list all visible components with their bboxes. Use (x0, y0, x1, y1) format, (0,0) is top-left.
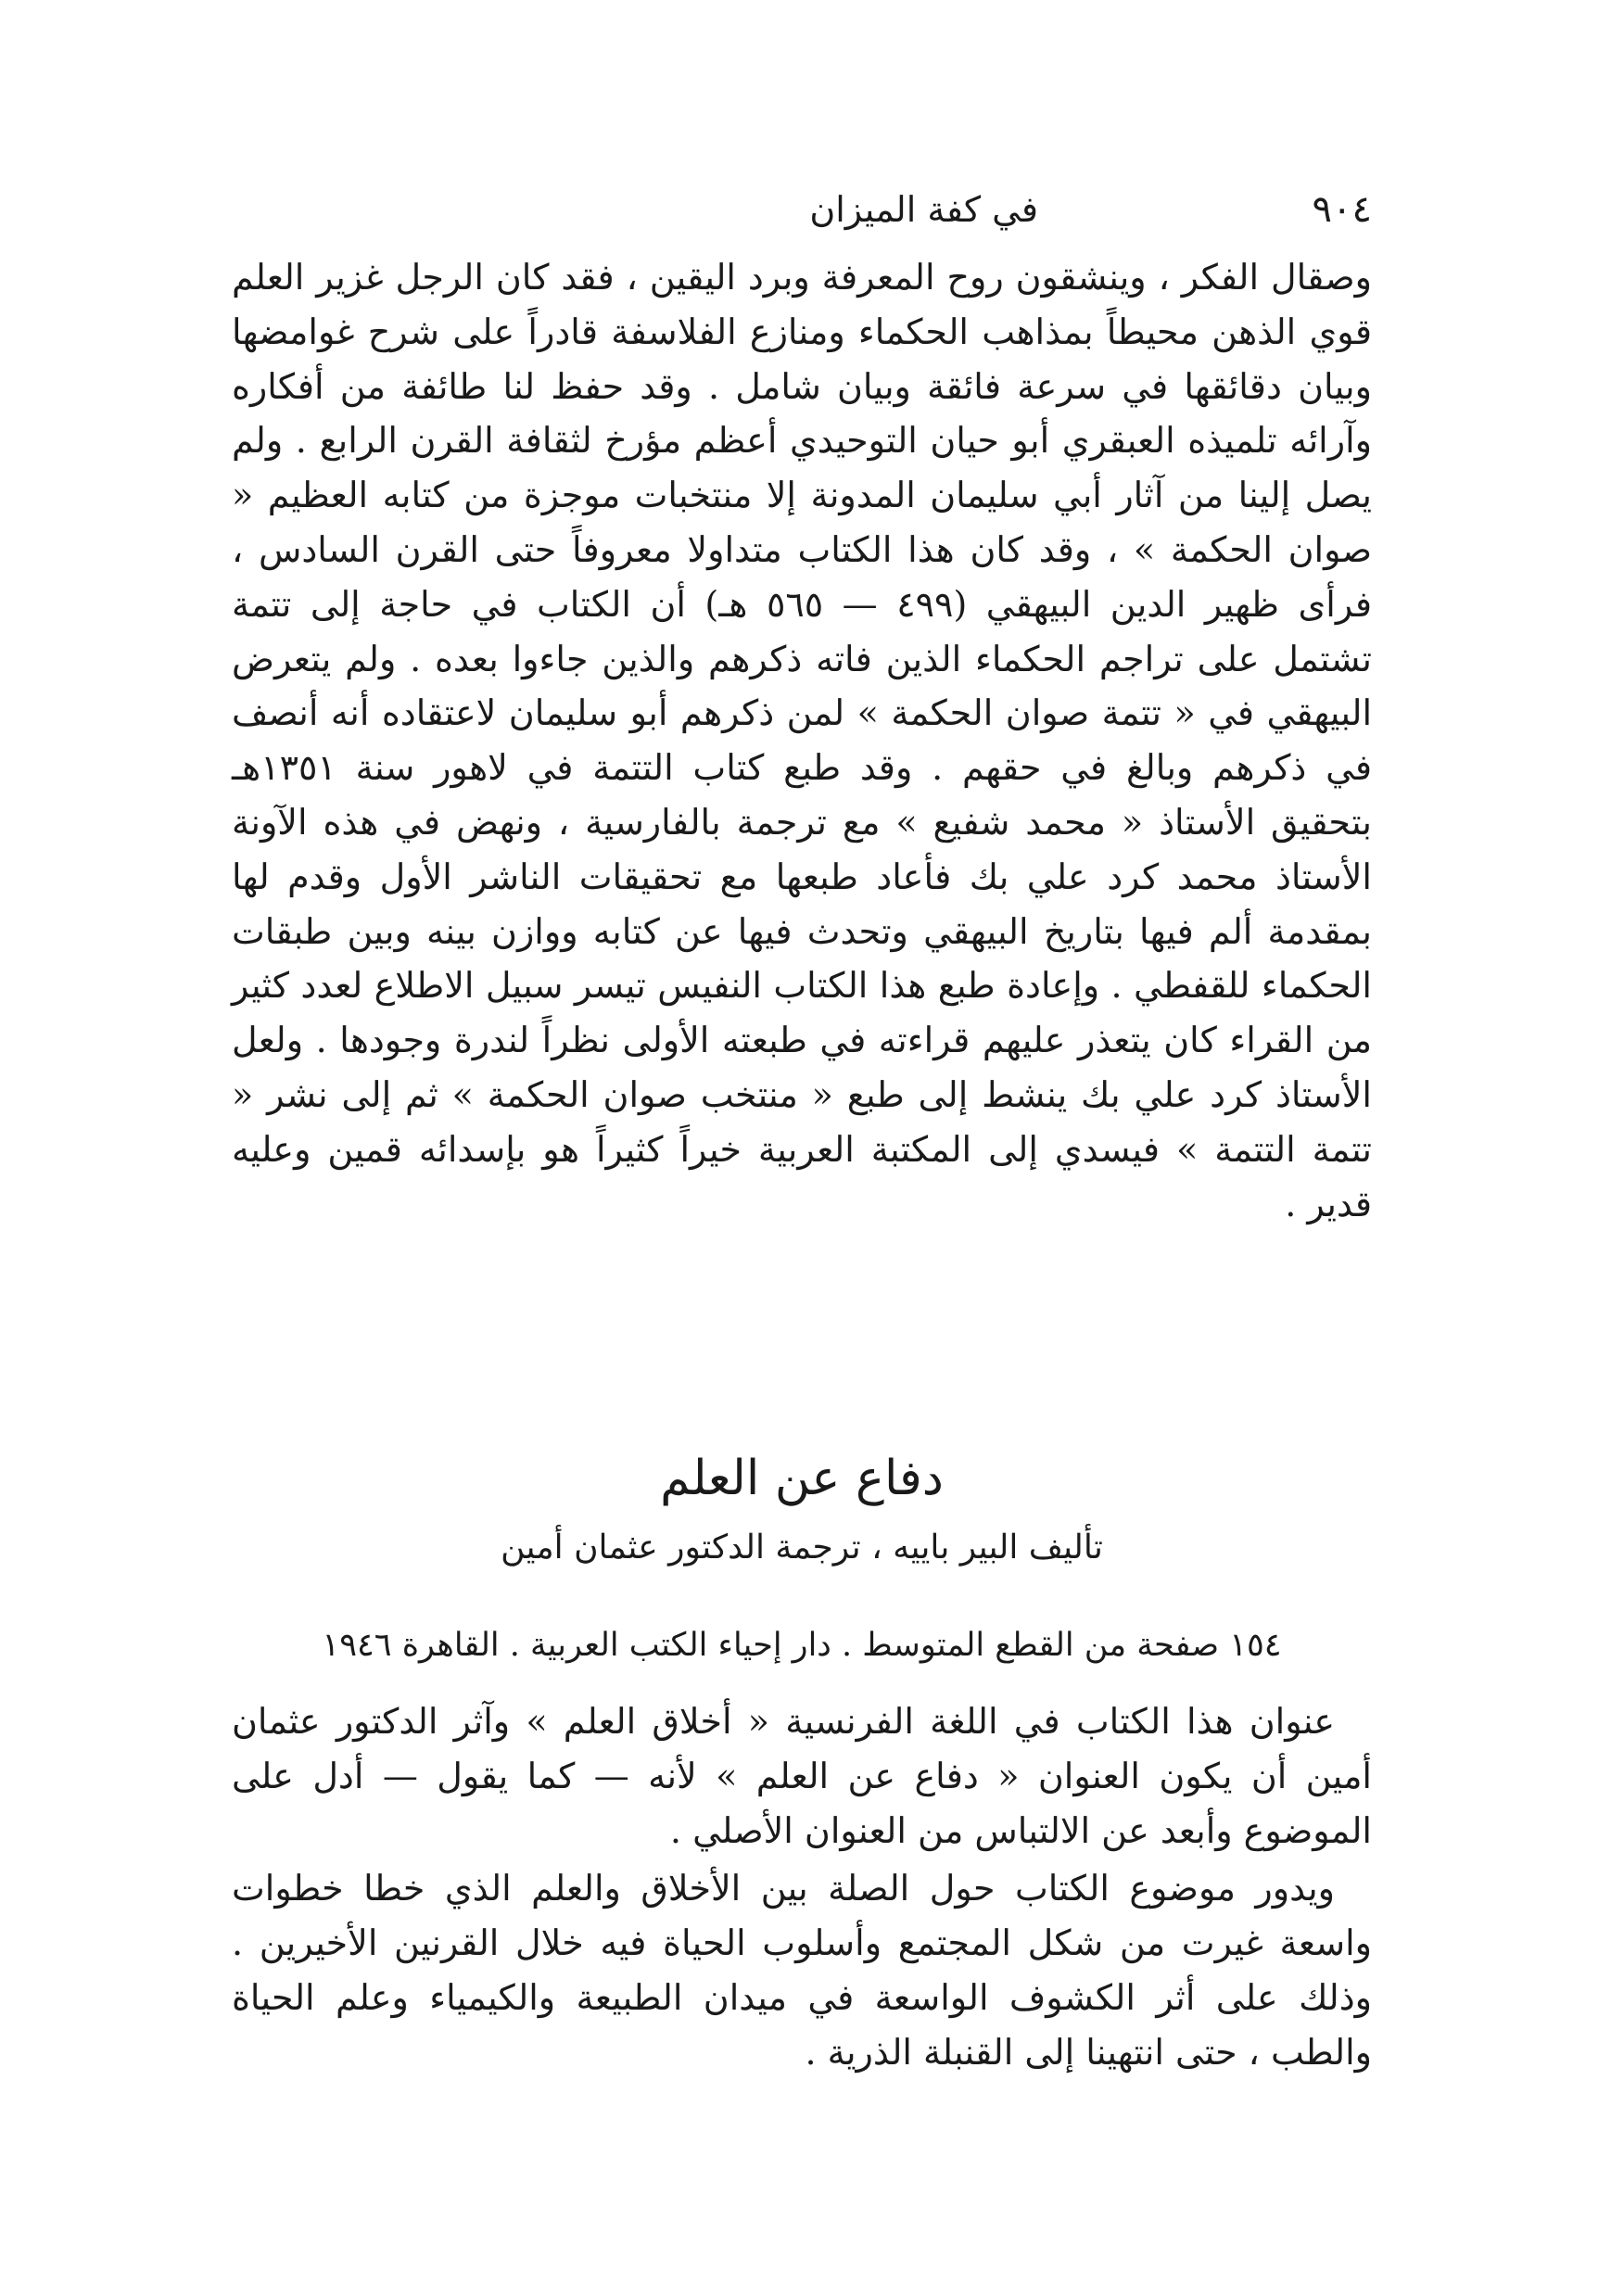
review-two-paragraph-2: ويدور موضوع الكتاب حول الصلة بين الأخلاق والعلم الذي خطا خطوات واسعة غيرت من شكل المجتمع وأسلوب الحياة فيه خلال القرنين الأخيرين . وذلك على أثر الكشوف الواسعة في ميدان الطبيعة والكيمياء وعلم الحياة والطب ، حتى انتهينا إلى القنبلة الذرية . (232, 1868, 1372, 2073)
review-two-title: دفاع عن العلم (660, 1451, 944, 1506)
review-two-publication-info: ١٥٤ صفحة من القطع المتوسط . دار إحياء الكتب العربية . القاهرة ١٩٤٦ (322, 1627, 1282, 1664)
review-one-body (232, 250, 1372, 1231)
page-header (232, 182, 1372, 237)
review-two-byline: تأليف البير باييه ، ترجمة الدكتور عثمان أمين (501, 1529, 1103, 1567)
review-two-paragraph-1: عنوان هذا الكتاب في اللغة الفرنسية « أخلاق العلم » وآثر الدكتور عثمان أمين أن يكون العنوان « دفاع عن العلم » لأنه — كما يقول — أدل على الموضوع وأبعد عن الالتباس من العنوان الأصلي . (232, 1701, 1372, 1851)
review-one-paragraph: وصقال الفكر ، وينشقون روح المعرفة وبرد اليقين ، فقد كان الرجل غزير العلم قوي الذهن محيطاً بمذاهب الحكماء ومنازع الفلاسفة قادراً على شرح غوامضها وبيان دقائقها في سرعة فائقة وبيان شامل . وقد حفظ لنا طائفة من أفكاره وآرائه تلميذه العبقري أبو حيان التوحيدي أعظم مؤرخ لثقافة القرن الرابع . ولم يصل إلينا من آثار أبي سليمان المدونة إلا منتخبات موجزة من كتابه العظيم « صوان الحكمة » ، وقد كان هذا الكتاب متداولا معروفاً حتى القرن السادس ، فرأى ظهير الدين البيهقي (٤٩٩ — ٥٦٥ هـ) أن الكتاب في حاجة إلى تتمة تشتمل على تراجم الحكماء الذين فاته ذكرهم والذين جاءوا بعده . ولم يتعرض البيهقي في « تتمة صوان الحكمة » لمن ذكرهم أبو سليمان لاعتقاده أنه أنصف في ذكرهم وبالغ في حقهم . وقد طبع كتاب التتمة في لاهور سنة ١٣٥١هـ بتحقيق الأستاذ « محمد شفيع » مع ترجمة بالفارسية ، ونهض في هذه الآونة الأستاذ محمد كرد علي بك فأعاد طبعها مع تحقيقات الناشر الأول وقدم لها بمقدمة ألم فيها بتاريخ البيهقي وتحدث فيها عن كتابه ووازن بينه وبين طبقات الحكماء للقفطي . وإعادة طبع هذا الكتاب النفيس تيسر سبيل الاطلاع لعدد كثير من القراء كان يتعذر عليهم قراءته في طبعته الأولى نظراً لندرة وجودها . ولعل الأستاذ كرد علي بك ينشط إلى طبع « منتخب صوان الحكمة » ثم إلى نشر « تتمة التتمة » فيسدي إلى المكتبة العربية خيراً كثيراً هو بإسدائه قمين وعليه قدير . (232, 257, 1372, 1224)
review-two-body (232, 1694, 1372, 2080)
running-title: في كفة الميزان (809, 189, 1038, 230)
page-number: ٩٠٤ (1312, 188, 1372, 231)
